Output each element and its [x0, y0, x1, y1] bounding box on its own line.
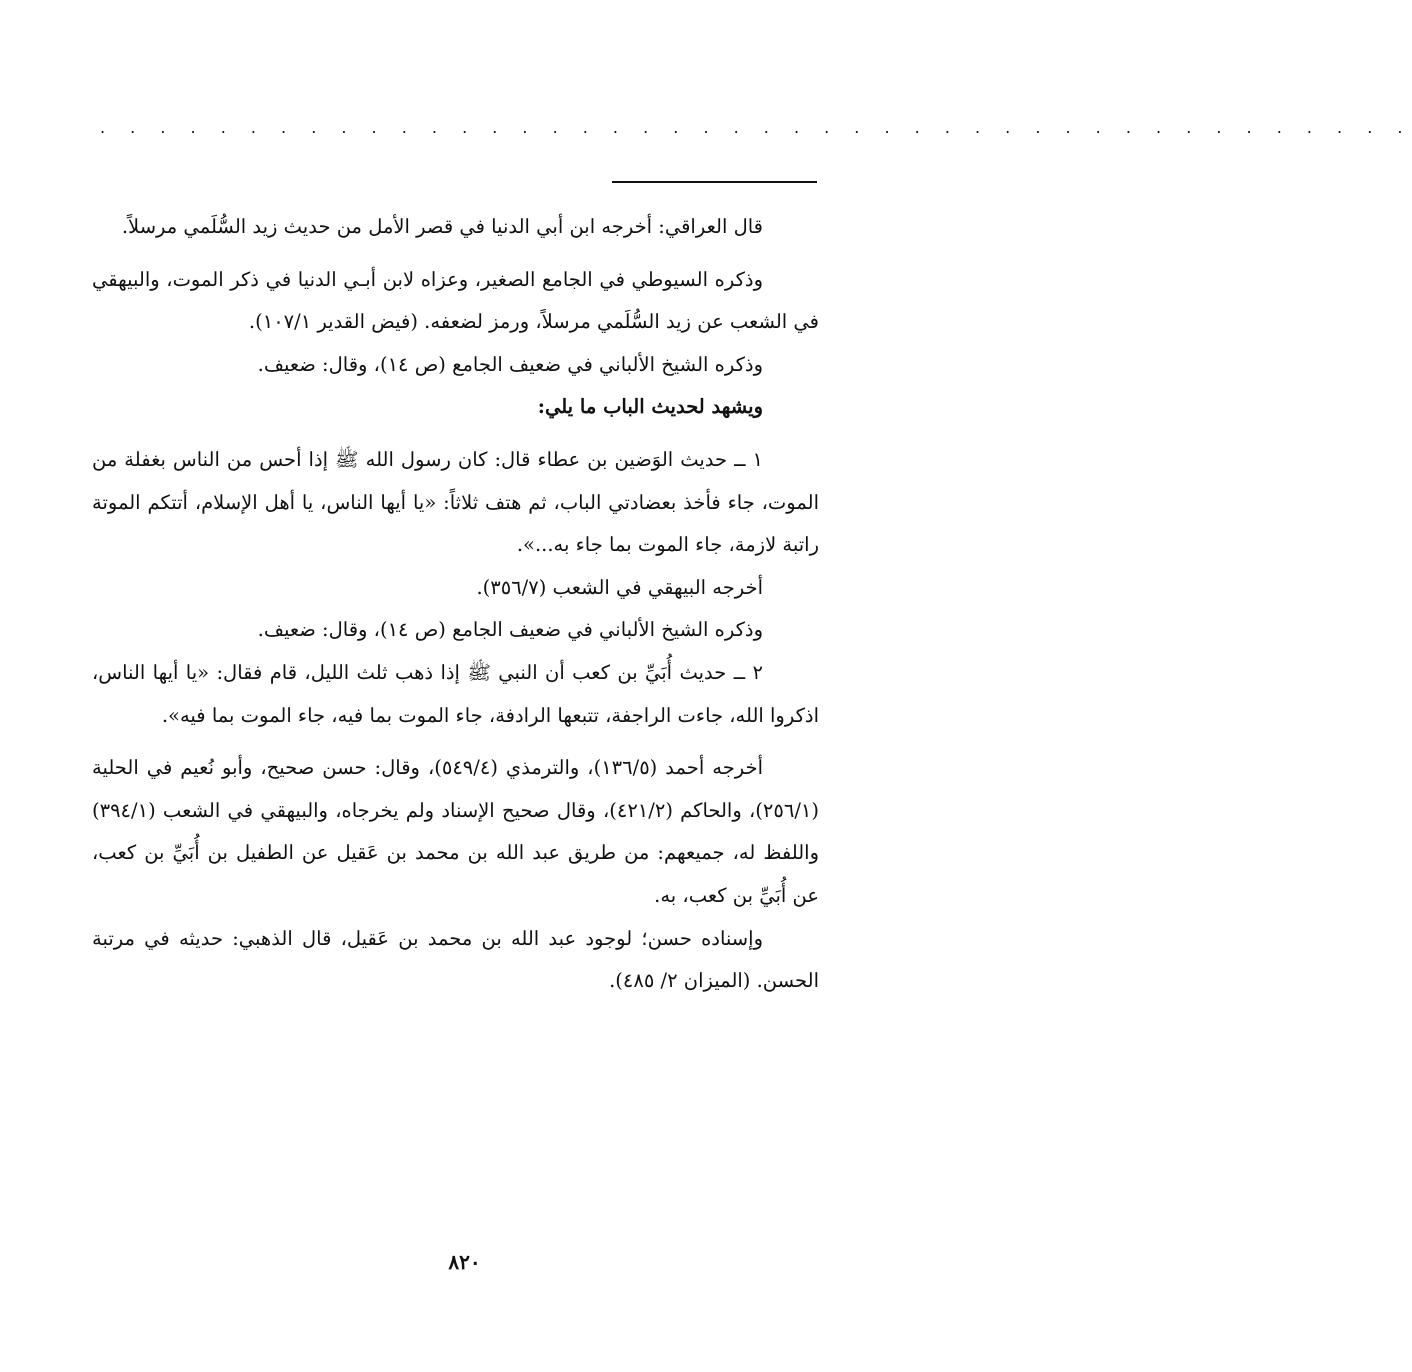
paragraph: قال العراقي: أخرجه ابن أبي الدنيا في قصر الأمل من حديث زيد السُّلَمي مرسلاً.	[121, 215, 763, 238]
paragraph: ٢ ــ حديث أُبَيِّ بن كعب أن النبي ﷺ إذا ذهب ثلث الليل، قام فقال: «يا أيها الناس، اذكروا الله، جاءت الراجفة، تتبعها الرادفة، جاء الموت بما فيه، جاء الموت بما فيه».	[92, 660, 819, 727]
page-number: ٨٢٠	[448, 1250, 481, 1274]
paragraph: ١ ــ حديث الوَضين بن عطاء قال: كان رسول الله ﷺ إذا أحس من الناس بغفلة من الموت، جاء فأخذ بعضادتي الباب، ثم هتف ثلاثاً: «يا أيها الناس، يا أهل الإسلام، أتتكم الموتة راتبة لازمة، جاء الموت بما جاء به...».	[92, 447, 819, 557]
paragraph: أخرجه البيهقي في الشعب (٣٥٦/٧).	[476, 575, 763, 599]
paragraph: ويشهد لحديث الباب ما يلي:	[537, 395, 763, 419]
footnote-rule	[612, 181, 817, 183]
footnote-text	[92, 206, 819, 1003]
paragraph: وإسناده حسن؛ لوجود عبد الله بن محمد بن عَقيل، قال الذهبي: حديثه في مرتبة الحسن. (الميزان ٢/ ٤٨٥).	[92, 926, 819, 993]
separator-dots: . . . . . . . . . . . . . . . . . . . . . . . . . . . . . . . . . . . . . . . . . . . .	[100, 118, 1412, 137]
paragraph: أخرجه أحمد (١٣٦/٥)، والترمذي (٥٤٩/٤)، وقال: حسن صحيح، وأبو نُعيم في الحلية (٢٥٦/١)، والحاكم (٤٢١/٢)، وقال صحيح الإسناد ولم يخرجاه، والبيهقي في الشعب (٣٩٤/١) واللفظ له، جميعهم: من طريق عبد الله بن محمد بن عَقيل عن الطفيل بن أُبَيِّ بن كعب، عن أُبَيِّ بن كعب، به.	[92, 756, 819, 907]
paragraph: وذكره الشيخ الألباني في ضعيف الجامع (ص ١٤)، وقال: ضعيف.	[257, 352, 763, 376]
paragraph: وذكره السيوطي في الجامع الصغير، وعزاه لابن أبـي الدنيا في ذكر الموت، والبيهقي في الشعب عن زيد السُّلَمي مرسلاً، ورمز لضعفه. (فيض القدير ١٠٧/١).	[92, 267, 819, 334]
paragraph: وذكره الشيخ الألباني في ضعيف الجامع (ص ١٤)، وقال: ضعيف.	[257, 618, 763, 642]
